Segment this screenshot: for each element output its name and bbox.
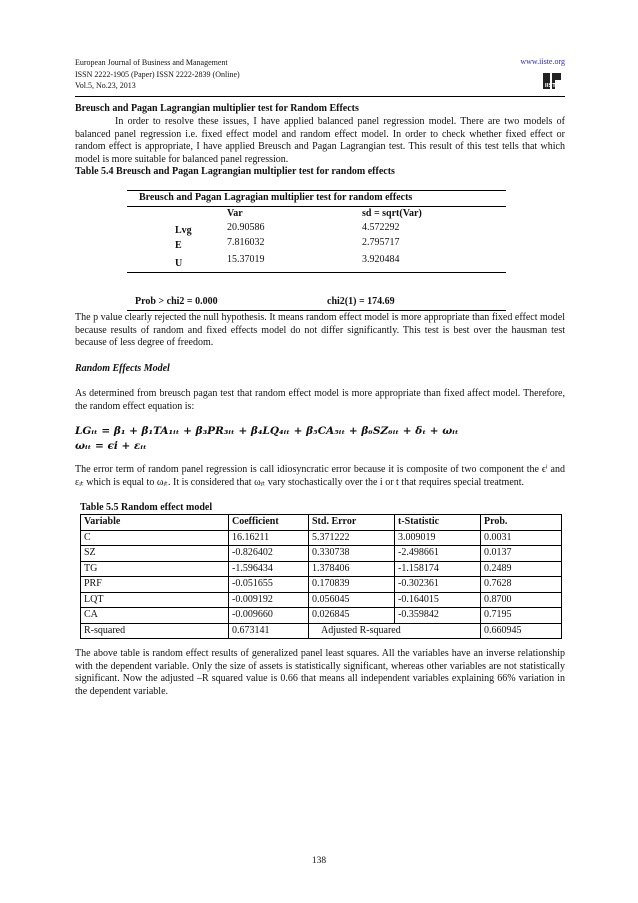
table-5-4	[127, 190, 506, 311]
paragraph-conclusion: The above table is random effect results of generalized panel least squares. All the variables have an inverse relationship with the dependent variable. Only the size of assets is statistically significant, whereas other variables are not statistically significant. Now the adjusted –R squared value is 0.66 that means all independent variables explaining 66% variation in the dependent variable.	[75, 648, 565, 697]
table-row: CA -0.009660 0.026845 -0.359842 0.7195	[81, 608, 562, 624]
table-row: SZ -0.826402 0.330738 -2.498661 0.0137	[81, 546, 562, 562]
iiste-logo-icon	[541, 71, 563, 91]
journal-url-link[interactable]: www.iiste.org	[520, 57, 565, 66]
table-row: LQT -0.009192 0.056045 -0.164015 0.8700	[81, 592, 562, 608]
journal-name: European Journal of Business and Management	[75, 58, 228, 67]
prob-value: Prob > chi2 = 0.000	[135, 296, 218, 307]
table-5-4-title: Breusch and Pagan Lagragian multiplier test for random effects	[139, 192, 413, 203]
page-number: 138	[311, 856, 327, 866]
section-heading-breusch-pagan: Breusch and Pagan Lagrangian multiplier test for Random Effects	[75, 103, 359, 114]
table-header-row: Variable Coefficient Std. Error t-Statistic Prob.	[81, 515, 562, 531]
journal-issn: ISSN 2222-1905 (Paper) ISSN 2222-2839 (Online)	[75, 69, 240, 79]
table-5-4-caption: Table 5.4 Breusch and Pagan Lagrangian multiplier test for random effects	[75, 166, 395, 177]
table-row: E 7.816032 2.795717	[175, 237, 400, 251]
paragraph-error-term: The error term of random panel regression is call idiosyncratic error because it is composite of two component the ϵⁱ and εᵢₜ which is equal to ωᵢₜ. It is considered that ωᵢₜ vary stochastically over the i or t that requires special treatment.	[75, 464, 565, 488]
table-row: Lvg 20.90586 4.572292	[175, 222, 400, 236]
table-row: TG -1.596434 1.378406 -1.158174 0.2489	[81, 561, 562, 577]
equation-random-effect: LGᵢₜ = β₁ + β₁TA₁ᵢₜ + β₃PR₃ᵢₜ + β₄LQ₄ᵢₜ + β₅CA₅ᵢₜ + β₆SZ₆ᵢₜ + δₜ + ωᵢₜ	[75, 425, 459, 437]
svg-text:IISTE: IISTE	[544, 83, 560, 89]
paragraph-pvalue: The p value clearly rejected the null hypothesis. It means random effect model is more appropriate than fixed effect model because results of random and fixed effects model do not differ significantly. This test is best over the hausman test because of less degree of freedom.	[75, 312, 565, 348]
table-rule	[127, 310, 506, 311]
chi-value: chi2(1) = 174.69	[327, 296, 395, 307]
table-row-rsquared: R-squared 0.673141 Adjusted R-squared 0.660945	[81, 623, 562, 639]
journal-volume: Vol.5, No.23, 2013	[75, 81, 136, 90]
table-5-5-caption: Table 5.5 Random effect model	[80, 502, 213, 513]
col-header-sd: sd = sqrt(Var)	[362, 208, 422, 219]
equation-error-term: ωᵢₜ = ϵi + εᵢₜ	[75, 440, 147, 452]
table-row: PRF -0.051655 0.170839 -0.302361 0.7628	[81, 577, 562, 593]
paragraph-intro: In order to resolve these issues, I have applied balanced panel regression model. There are two models of balanced panel regression i.e. fixed effect model and random effect model. In order to check whether fixed effect or random effect is appropriate, I have applied Breusch and Pagan Lagrangian test. This result of this test tells that which model is more suitable for balanced panel regression.	[75, 116, 565, 165]
col-header-var: Var	[227, 208, 243, 219]
section-heading-random-effects: Random Effects Model	[75, 363, 170, 374]
header-rule	[75, 96, 565, 97]
journal-header	[75, 57, 565, 92]
table-5-5	[80, 514, 562, 639]
paragraph-random-effects: As determined from breusch pagan test that random effect model is more appropriate than fixed affect model. Therefore, the random effect equation is:	[75, 388, 565, 412]
table-row: U 15.37019 3.920484	[175, 254, 400, 269]
table-row: C 16.16211 5.371222 3.009019 0.0031	[81, 530, 562, 546]
